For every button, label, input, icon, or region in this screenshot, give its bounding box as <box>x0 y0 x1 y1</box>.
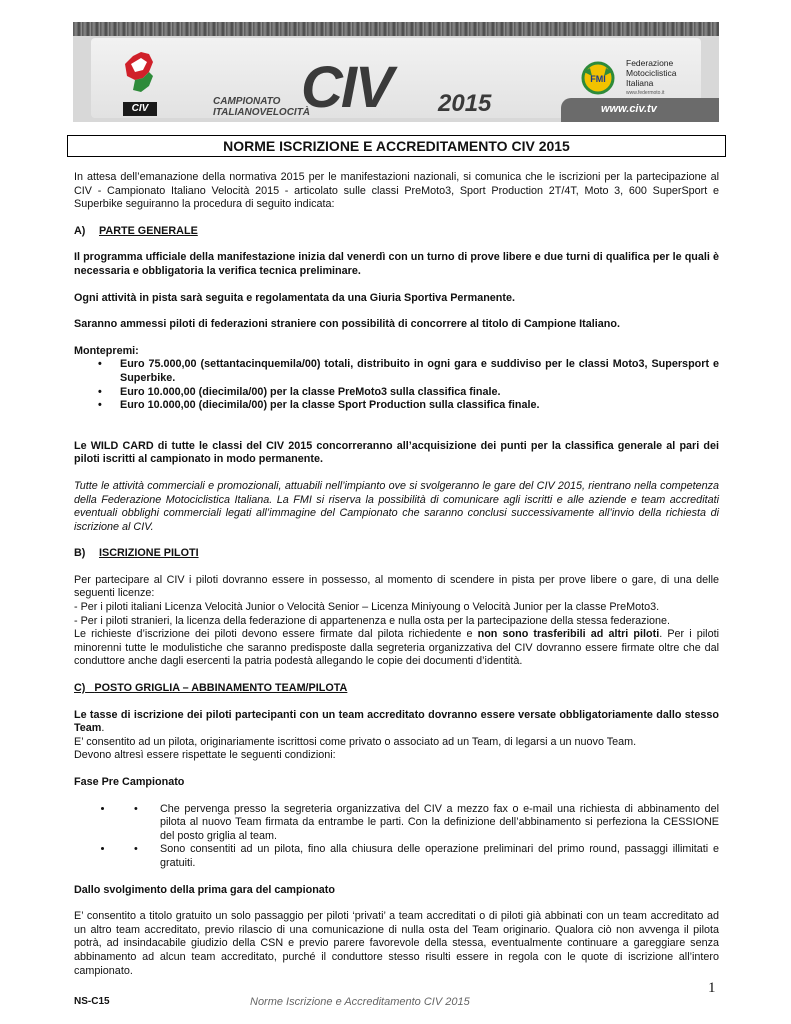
montepremi-label: Montepremi: <box>74 344 139 357</box>
section-a-title: PARTE GENERALE <box>99 224 198 237</box>
section-a-letter: A) <box>74 224 86 237</box>
banner-texture <box>73 22 719 36</box>
section-b-last-paragraph <box>74 628 719 669</box>
section-a-paragraph-1: Il programma ufficiale della manifestazione inizia dal venerdì con un turno di prove libere e due turni di qualifica per le quali è necessaria e obbligatoria la verifica tecnica preliminare. <box>74 251 719 277</box>
footer-code: NS-C15 <box>74 996 110 1007</box>
section-a-heading <box>74 225 719 239</box>
section-a-paragraph-2: Ogni attività in pista sarà seguita e regolamentata da una Giuria Sportiva Permanente. <box>74 291 516 304</box>
b-last-bold: non sono trasferibili ad altri piloti <box>477 628 660 641</box>
b-last-post: . Per i piloti minorenni tutte le modulistiche che saranno predisposte dalla segreteria organizzativa del CIV dovranno essere firmate oltre che dal conduttore anche dagli esercenti la patria podestà allegando le copie dei documenti d’identità. <box>74 628 719 668</box>
fase-pre-heading: Fase Pre Campionato <box>74 776 185 788</box>
civ-year: 2015 <box>438 90 492 117</box>
section-b-heading <box>74 547 719 561</box>
wildcard-paragraph: Le WILD CARD di tutte le classi del CIV 2015 concorreranno all’acquisizione dei punti per la classifica generale al pari dei piloti iscritti al campionato in modo permanente. <box>74 439 719 466</box>
fmi-emblem-icon <box>578 58 618 98</box>
section-c-title: POSTO GRIGLIA – ABBINAMENTO TEAM/PILOTA <box>94 682 348 695</box>
b-last-pre: Le richieste d’iscrizione dei piloti devono essere firmate dal pilota richiedente e <box>74 628 478 641</box>
fmi-name-2: Motociclistica <box>626 68 677 78</box>
section-c-line-2: Devono altresì essere rispettate le seguenti condizioni: <box>74 749 336 762</box>
fase-pre-list <box>74 803 719 871</box>
commercial-paragraph: Tutte le attività commerciali e promozionali, attuabili nell’impianto ove si svolgeranno le gare del CIV 2015, rientrano nella competenza della Federazione Motociclistica Italiana. La FMI si riserva la possibilità di comunicare agli iscritti e alle aziende e team accreditati eventuali obblighi commerciali legati all’immagine del Campionato che saranno conclusi successivamente all’invio della richiesta di iscrizione al CIV. <box>74 479 719 533</box>
logo-name <box>213 96 310 118</box>
section-b-line-3: - Per i piloti stranieri, la licenza della federazione di appartenenza e nulla osta per la partecipazione della stessa federazione. <box>74 614 670 627</box>
section-b-letter: B) <box>74 547 86 560</box>
italy-map-logo-icon <box>119 46 163 98</box>
prima-gara-heading: Dallo svolgimento della prima gara del campionato <box>74 883 335 896</box>
section-b-line-1: Per partecipare al CIV i piloti dovranno essere in possesso, al momento di scendere in pista per prove libere o gare, di una delle seguenti licenze: <box>74 573 719 600</box>
svg-text:FMI: FMI <box>590 74 606 84</box>
fmi-name-3: Italiana <box>626 78 654 88</box>
logo-campionato: CAMPIONATO <box>213 96 281 107</box>
section-a-paragraph-3: Saranno ammessi piloti di federazioni straniere con possibilità di concorrere al titolo di Campione Italiano. <box>74 318 620 331</box>
section-c-line-1: E’ consentito ad un pilota, originariamente iscrittosi come privato o associato ad un Team, di legarsi a un nuovo Team. <box>74 735 637 748</box>
site-url: www.civ.tv <box>601 103 657 115</box>
section-c-paragraph <box>74 709 719 736</box>
logo-italiano: ITALIANOVELOCITÀ <box>213 107 311 118</box>
footer-title: Norme Iscrizione e Accreditamento CIV 2015 <box>250 996 470 1008</box>
section-c-letter: C) <box>74 682 86 695</box>
list-item: • • Sono consentiti ad un pilota, fino alla chiusura delle operazione preliminari del primo round, passaggi illimitati e gratuiti. <box>114 843 719 870</box>
fmi-url: www.federmoto.it <box>626 90 665 96</box>
final-paragraph: E’ consentito a titolo gratuito un solo passaggio per piloti ‘privati’ a team accreditati o di piloti già abbinati con un team accreditato ad un altro team accreditato, previo rilascio di una comunicazione di nulla osta del Team originario. Qualora ciò non avvenga il pilota potrà, ad insindacabile giudizio della CSN e previo parere favorevole della stessa, eventualmente continuare a gareggiare senza abbinamento ad alcun team accreditato, purché il conduttore stesso risulti essere in regola con le quote di iscrizione all’intero campionato. <box>74 910 719 977</box>
list-item: • • Che pervenga presso la segreteria organizzativa del CIV a mezzo fax o e-mail una richiesta di abbinamento del pilota al nuovo Team firmata da entrambe le parti. Con la definizione dell’abbinamento si perfeziona la CESSIONE del posto griglia al team. <box>114 803 719 844</box>
section-c-heading <box>74 682 719 696</box>
section-b-title: ISCRIZIONE PILOTI <box>99 547 199 560</box>
list-item: • Euro 10.000,00 (diecimila/00) per la classe Sport Production sulla classifica finale. <box>74 399 719 413</box>
page-number: 1 <box>708 980 716 996</box>
header-banner <box>73 22 719 122</box>
list-item: • Euro 75.000,00 (settantacinquemila/00) totali, distribuito in ogni gara e suddiviso per le classi Moto3, Supersport e Superbike. <box>74 358 719 385</box>
document-body <box>74 171 719 978</box>
document-title: NORME ISCRIZIONE E ACCREDITAMENTO CIV 2015 <box>67 135 726 157</box>
intro-paragraph: In attesa dell’emanazione della normativa 2015 per le manifestazioni nazionali, si comunica che le iscrizioni per la partecipazione al CIV - Campionato Italiano Velocità 2015 - articolato sulle classi PreMoto3, Sport Production 2T/4T, Moto 3, 600 SuperSport e Superbike seguiranno la procedura di seguito indicata: <box>74 171 719 211</box>
section-b-line-2: - Per i piloti italiani Licenza Velocità Junior o Velocità Senior – Licenza Miniyoung o Velocità Junior per la classe PreMoto3. <box>74 601 660 614</box>
civ-wordmark: CIV <box>301 55 392 120</box>
list-item: • Euro 10.000,00 (diecimila/00) per la classe PreMoto3 sulla classifica finale. <box>74 386 719 400</box>
fmi-name-1: Federazione <box>626 58 674 68</box>
c-bold-text: Le tasse di iscrizione dei piloti partecipanti con un team accreditato dovranno essere versate obbligatoriamente dallo stesso Team <box>74 708 719 735</box>
logo-civ-tag: CIV <box>123 102 157 116</box>
montepremi-list <box>74 358 719 412</box>
c-bold-dot: . <box>101 722 105 735</box>
fmi-name <box>626 58 677 88</box>
